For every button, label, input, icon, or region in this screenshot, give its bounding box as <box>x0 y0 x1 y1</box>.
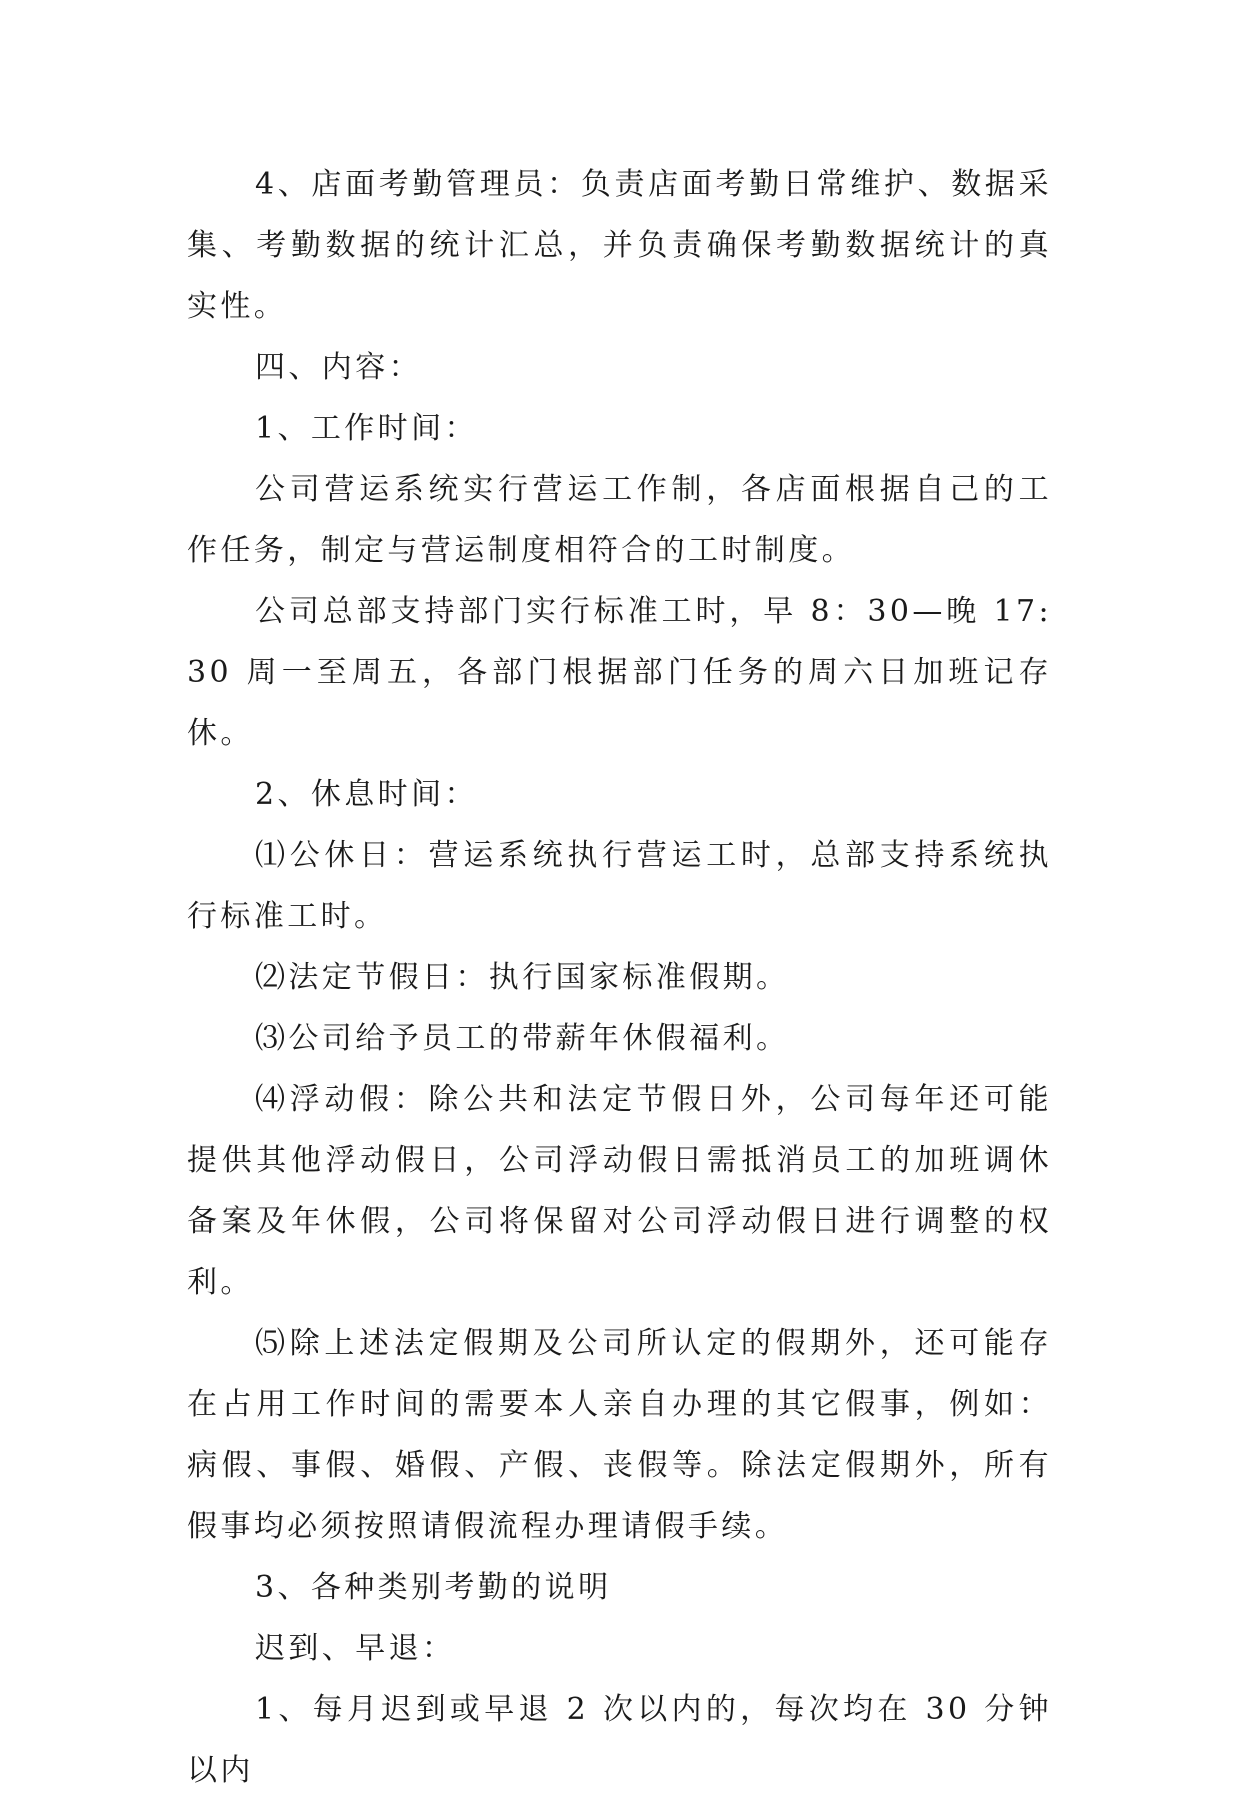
paragraph-statutory-holiday: ⑵法定节假日：执行国家标准假期。 <box>255 960 790 995</box>
paragraph-paid-annual-leave: ⑶公司给予员工的带薪年休假福利。 <box>255 1021 790 1056</box>
paragraph-headquarters-standard-hours: 公司总部支持部门实行标准工时，早 8：30—晚 17:30 周一至周五，各部门根据部门任务的周六日加班记存休。 <box>187 594 1052 751</box>
paragraph-store-attendance-admin: 4、店面考勤管理员：负责店面考勤日常维护、数据采集、考勤数据的统计汇总，并负责确保考勤数据统计的真实性。 <box>187 167 1052 324</box>
paragraph-other-leave: ⑸除上述法定假期及公司所认定的假期外，还可能存在占用工作时间的需要本人亲自办理的其它假事，例如：病假、事假、婚假、产假、丧假等。除法定假期外，所有假事均必须按照请假流程办理请假手续。 <box>187 1326 1052 1544</box>
paragraph-late-rule-one: 1、每月迟到或早退 2 次以内的，每次均在 30 分钟以内 <box>187 1692 1052 1788</box>
paragraph-operation-work-system: 公司营运系统实行营运工作制，各店面根据自己的工作任务，制定与营运制度相符合的工时制度。 <box>187 472 1052 568</box>
heading-section-four-content: 四、内容： <box>255 350 422 385</box>
heading-work-time: 1、工作时间： <box>255 411 478 446</box>
heading-rest-time: 2、休息时间： <box>255 777 478 812</box>
heading-attendance-categories: 3、各种类别考勤的说明 <box>255 1570 612 1605</box>
document-body <box>187 154 1052 1801</box>
paragraph-public-rest-day: ⑴公休日：营运系统执行营运工时，总部支持系统执行标准工时。 <box>187 838 1052 934</box>
paragraph-floating-holiday: ⑷浮动假：除公共和法定节假日外，公司每年还可能提供其他浮动假日，公司浮动假日需抵消员工的加班调休备案及年休假，公司将保留对公司浮动假日进行调整的权利。 <box>187 1082 1052 1300</box>
heading-late-early-leave: 迟到、早退： <box>255 1631 456 1666</box>
